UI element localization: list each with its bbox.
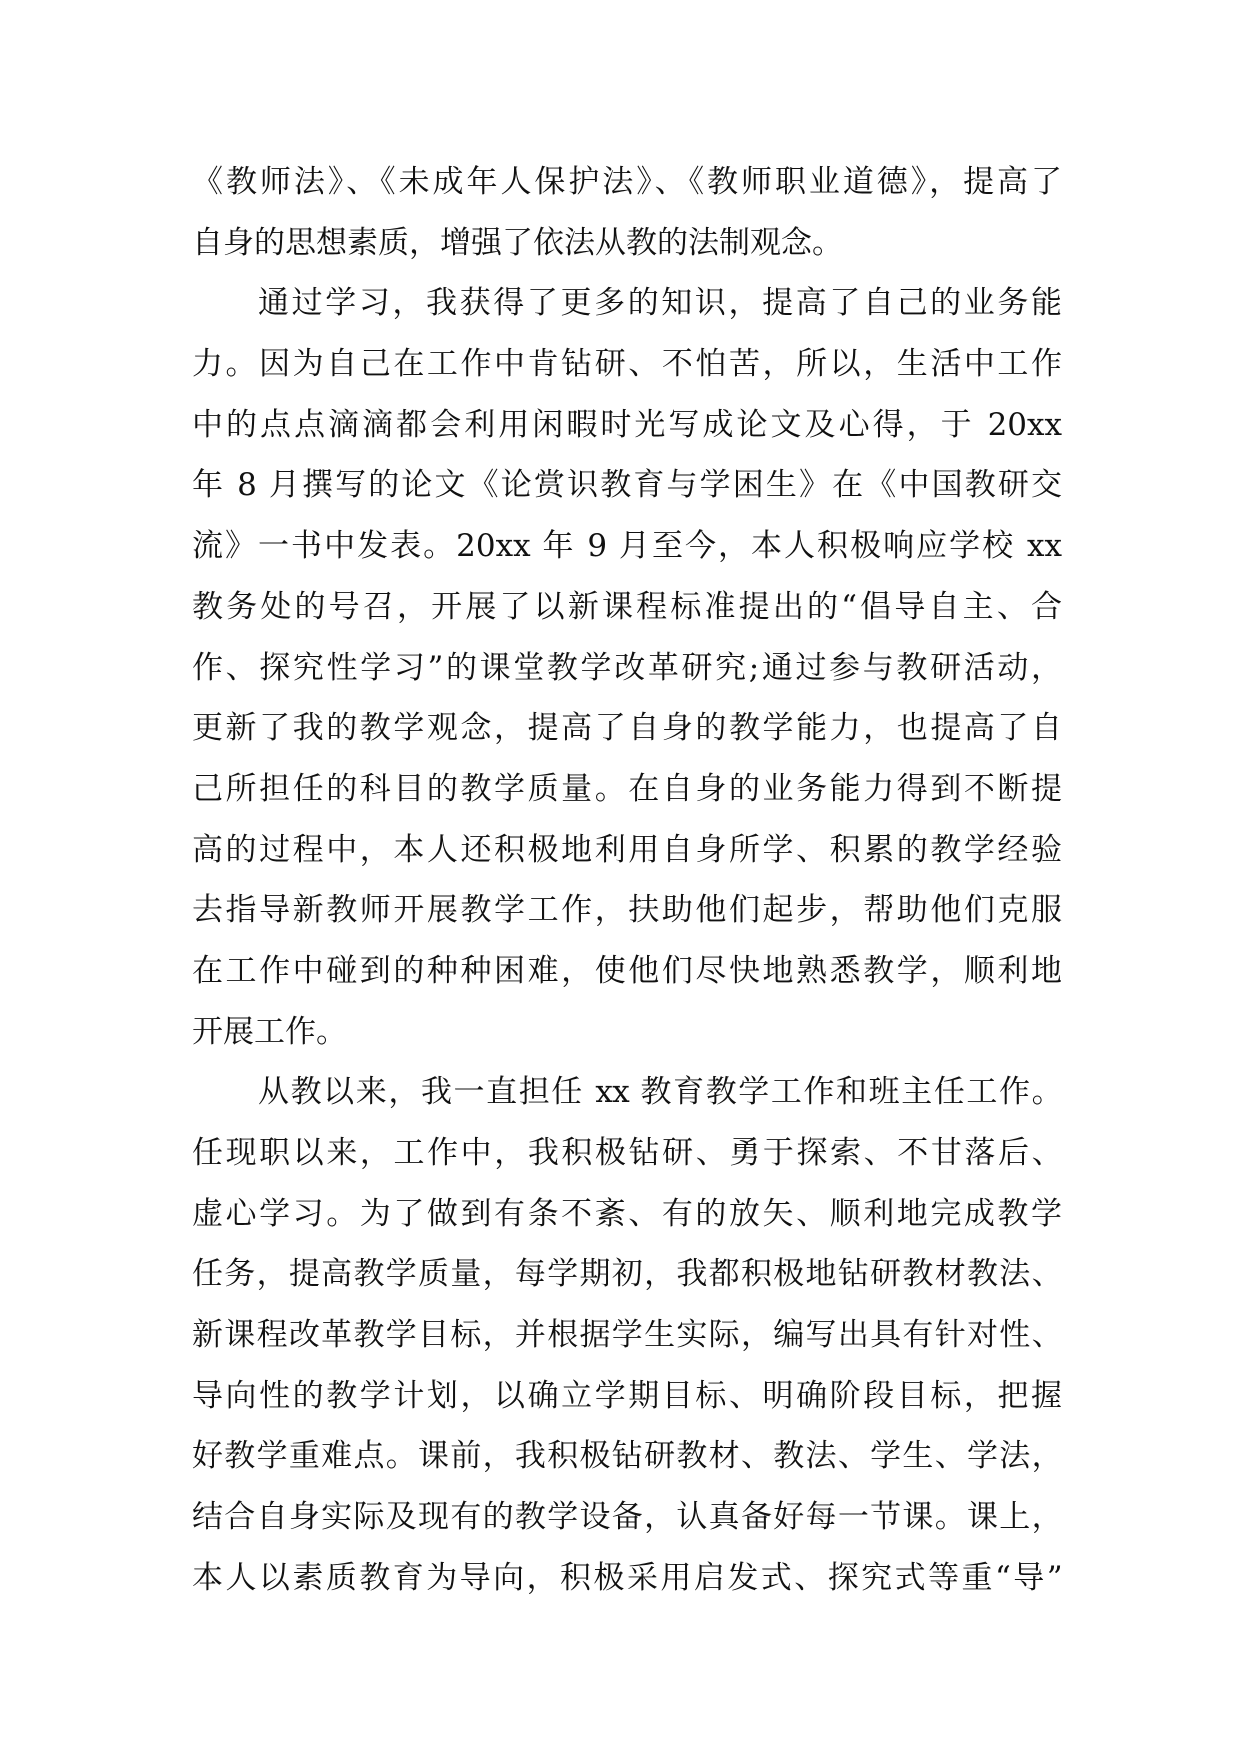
paragraph-2-line-6: 教务处的号召，开展了以新课程标准提出的“倡导自主、合 xyxy=(192,588,1062,625)
paragraph-2-line-4: 年 8 月撰写的论文《论赏识教育与学困生》在《中国教研交 xyxy=(192,467,1062,504)
paragraph-3-line-1: 从教以来，我一直担任 xx 教育教学工作和班主任工作。 xyxy=(258,1074,1062,1111)
paragraph-3-line-5: 新课程改革教学目标，并根据学生实际，编写出具有针对性、 xyxy=(192,1317,1062,1354)
paragraph-2-line-2: 力。因为自己在工作中肯钻研、不怕苦，所以，生活中工作 xyxy=(192,346,1062,383)
paragraph-2-line-3: 中的点点滴滴都会利用闲暇时光写成论文及心得，于 20xx xyxy=(192,406,1062,443)
paragraph-2-line-5: 流》一书中发表。20xx 年 9 月至今，本人积极响应学校 xx xyxy=(192,528,1062,565)
paragraph-2-line-1: 通过学习，我获得了更多的知识，提高了自己的业务能 xyxy=(258,285,1062,322)
paragraph-3-line-8: 结合自身实际及现有的教学设备，认真备好每一节课。课上， xyxy=(192,1499,1062,1536)
paragraph-3-line-2: 任现职以来，工作中，我积极钻研、勇于探索、不甘落后、 xyxy=(192,1135,1062,1171)
paragraph-3-line-4: 任务，提高教学质量，每学期初，我都积极地钻研教材教法、 xyxy=(192,1256,1062,1293)
paragraph-2-line-8: 更新了我的教学观念，提高了自身的教学能力，也提高了自 xyxy=(192,710,1062,747)
paragraph-1-line-2: 自身的思想素质，增强了依法从教的法制观念。 xyxy=(192,224,843,261)
paragraph-2-line-9: 己所担任的科目的教学质量。在自身的业务能力得到不断提 xyxy=(192,770,1062,807)
paragraph-2-line-7: 作、探究性学习”的课堂教学改革研究;通过参与教研活动， xyxy=(192,649,1062,686)
paragraph-2-line-10: 高的过程中，本人还积极地利用自身所学、积累的教学经验 xyxy=(192,831,1062,868)
paragraph-3-line-9: 本人以素质教育为导向，积极采用启发式、探究式等重“导” xyxy=(192,1559,1062,1596)
paragraph-3-line-3: 虚心学习。为了做到有条不紊、有的放矢、顺利地完成教学 xyxy=(192,1195,1062,1232)
paragraph-2-line-12: 在工作中碰到的种种困难，使他们尽快地熟悉教学，顺利地 xyxy=(192,952,1062,989)
document-body xyxy=(192,152,1062,1609)
paragraph-1-line-1: 《教师法》、《未成年人保护法》、《教师职业道德》，提高了 xyxy=(192,164,1062,200)
paragraph-3-line-6: 导向性的教学计划，以确立学期目标、明确阶段目标，把握 xyxy=(192,1377,1062,1414)
paragraph-3-line-7: 好教学重难点。课前，我积极钻研教材、教法、学生、学法， xyxy=(192,1438,1062,1475)
paragraph-2-line-13: 开展工作。 xyxy=(192,1013,347,1050)
paragraph-2-line-11: 去指导新教师开展教学工作，扶助他们起步，帮助他们克服 xyxy=(192,892,1062,929)
